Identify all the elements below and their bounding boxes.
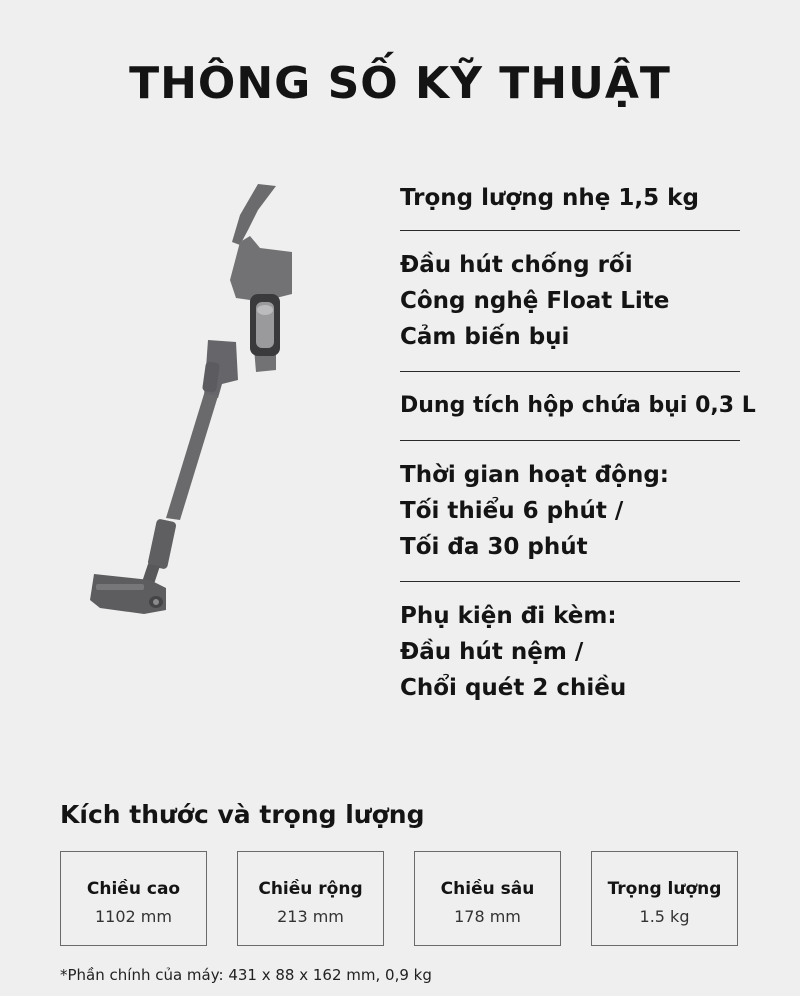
- dimension-box-height: [60, 851, 207, 946]
- spec-line: Công nghệ Float Lite: [400, 288, 670, 314]
- footnote: *Phần chính của máy: 431 x 88 x 162 mm, 0,9 kg: [60, 966, 432, 984]
- spec-line: Phụ kiện đi kèm:: [400, 603, 617, 629]
- spec-line: Tối đa 30 phút: [400, 534, 588, 560]
- spec-line: Tối thiểu 6 phút /: [400, 498, 624, 524]
- spec-dust-capacity: [400, 372, 756, 441]
- dimension-value: 1.5 kg: [639, 907, 690, 926]
- spec-features: [400, 231, 740, 372]
- dimension-box-weight: [591, 851, 738, 946]
- dimension-label: Chiều cao: [86, 879, 181, 899]
- spec-line: Đầu hút chống rối: [400, 252, 633, 278]
- dimension-value: 1102 mm: [95, 907, 172, 926]
- spec-line: Dung tích hộp chứa bụi 0,3 L: [400, 393, 756, 418]
- spec-line: Thời gian hoạt động:: [400, 462, 670, 488]
- dimension-boxes: [60, 851, 740, 948]
- dimension-label: Chiều rộng: [258, 879, 363, 899]
- spec-list: [400, 168, 756, 722]
- spec-weight: [400, 168, 740, 231]
- spec-line: Chổi quét 2 chiều: [400, 675, 627, 701]
- spec-line: Đầu hút nệm /: [400, 639, 584, 665]
- vacuum-cleaner-image: [80, 170, 320, 630]
- dimensions-heading: Kích thước và trọng lượng: [60, 800, 425, 829]
- spec-line: Trọng lượng nhẹ 1,5 kg: [400, 185, 699, 211]
- dimension-value: 178 mm: [454, 907, 521, 926]
- spec-runtime: [400, 441, 740, 582]
- dimension-value: 213 mm: [277, 907, 344, 926]
- spec-accessories: [400, 582, 740, 722]
- dimension-label: Trọng lượng: [607, 879, 722, 899]
- dimension-box-depth: [414, 851, 561, 946]
- page-title: THÔNG SỐ KỸ THUẬT: [129, 58, 671, 109]
- dimension-box-width: [237, 851, 384, 946]
- dimension-label: Chiều sâu: [440, 879, 535, 899]
- spec-line: Cảm biến bụi: [400, 324, 570, 350]
